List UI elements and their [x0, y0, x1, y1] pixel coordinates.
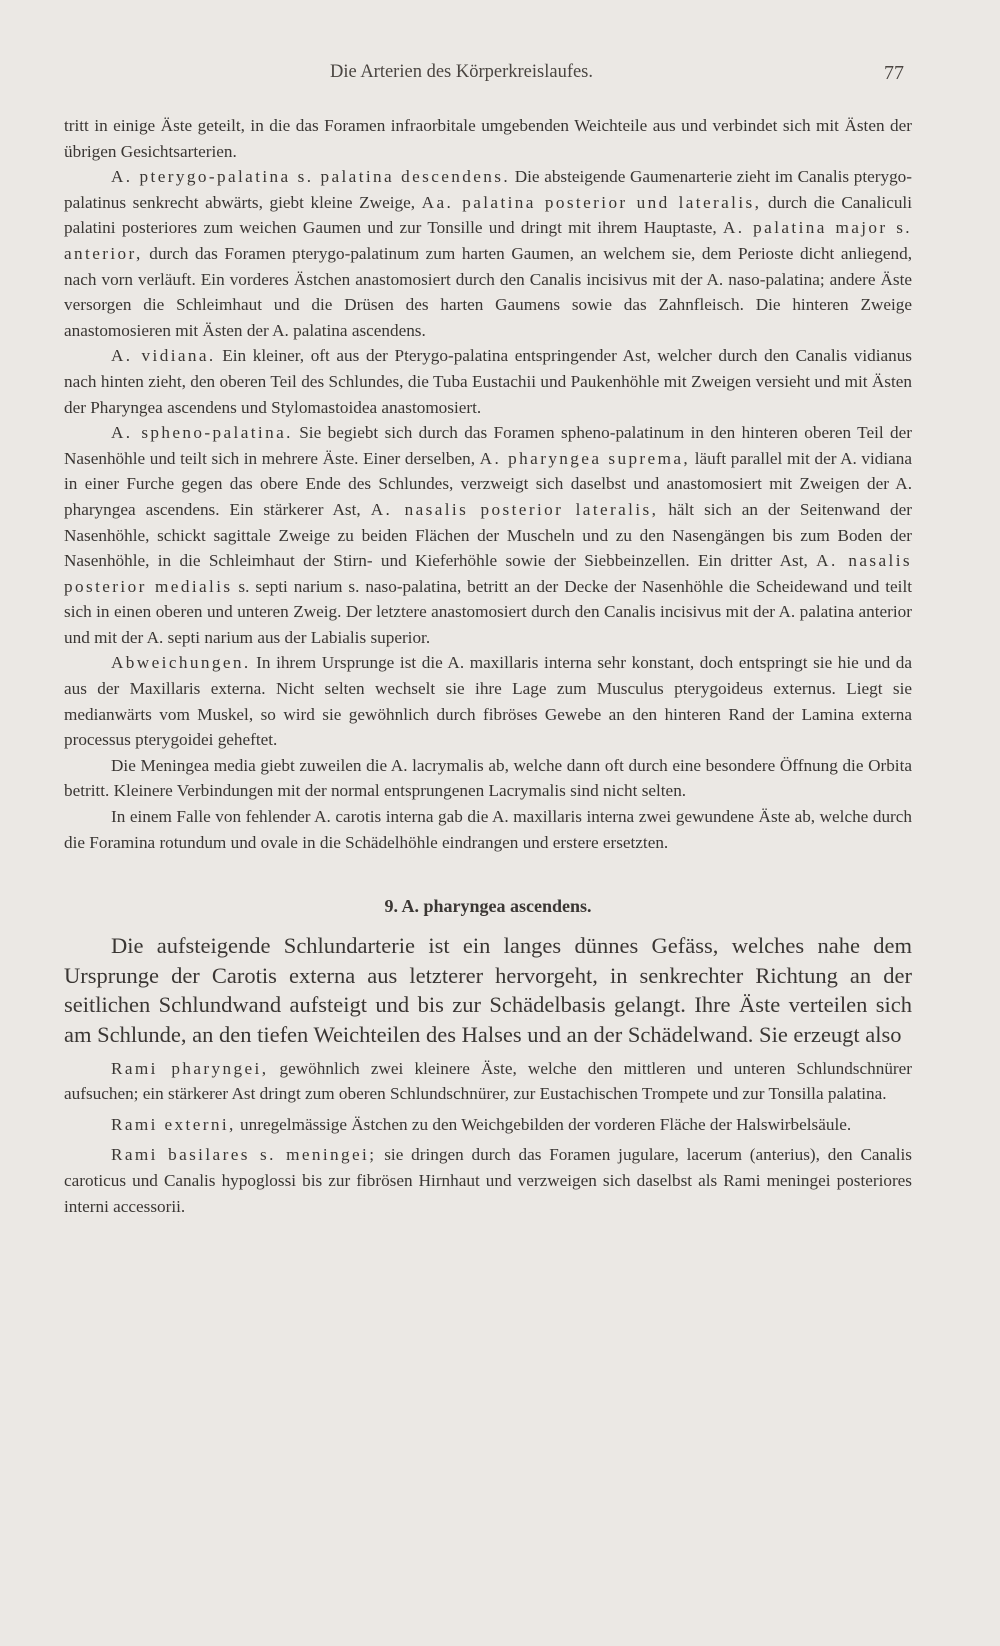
page-number: 77	[884, 62, 904, 84]
paragraph-meningea: Die Meningea media giebt zuweilen die A. lacrymalis ab, welche dann oft durch eine besondere Öffnung die Orbita betritt. Kleinere Verbindungen mit der normal entsprungenen Lacrymalis sind nicht selten.	[64, 755, 912, 801]
paragraph-text: gewöhnlich zwei kleinere Äste, welche den mittleren und unteren Schlundschnürer aufsuchen; ein stärkerer Ast dringt zum oberen Schlundschnürer, zur Eustachischen Trompete und zur Tonsilla palatina.	[64, 1058, 912, 1104]
paragraph-text: In ihrem Ursprunge ist die A. maxillaris interna sehr konstant, doch entspringt sie hie und da aus der Maxillaris externa. Nicht selten wechselt sie ihre Lage zum Musculus pterygoideus externus. Liegt sie medianwärts vom Muskel, so wird sie gewöhnlich durch fibröses Gewebe an den hinteren Rand der Lamina externa processus pterygoidei geheftet.	[64, 653, 912, 750]
paragraph-rami-externi	[64, 1112, 912, 1138]
paragraph-carotis: In einem Falle von fehlender A. carotis interna gab die A. maxillaris interna zwei gewundene Äste ab, welche durch die Foramina rotundum und ovale in die Schädelhöhle eindrangen und erstere ersetzten.	[64, 807, 912, 852]
paragraph-text: hält sich an der Seitenwand der Nasenhöhle, schickt sagittale Zweige zu beiden Flächen der Muscheln und zu den Nasengängen bis zum Boden der Nasenhöhle, in die Schleimhaut der Stirn- und Kieferhöhle sowie der Siebbeinzellen. Ein dritter Ast,	[64, 499, 912, 571]
paragraph-text: Sie begiebt sich durch das Foramen spheno-palatinum in den hinteren oberen Teil der Nasenhöhle und teilt sich in mehrere Äste. Einer derselben,	[64, 423, 912, 468]
section-intro: Die aufsteigende Schlundarterie ist ein langes dünnes Gefäss, welches nahe dem Ursprunge der Carotis externa aus letzterer hervorgeht, in senkrechter Richtung an der seitlichen Schlundwand aufsteigt und bis zur Schädelbasis gelangt. Ihre Äste verteilen sich am Schlunde, an den tiefen Weichteilen des Halses und an der Schädelwand. Sie erzeugt also	[64, 933, 912, 1047]
paragraph-text: Die absteigende Gaumenarterie zieht im Canalis pterygo-palatinus senkrecht abwärts, giebt kleine Zweige,	[64, 167, 912, 212]
spaced-term: A. pharyngea suprema,	[479, 448, 691, 468]
spaced-term: A. pterygo-palatina s. palatina descendens.	[111, 167, 511, 187]
spaced-term: Rami basilares s. meningei;	[111, 1145, 377, 1165]
paragraph-rami-basilares	[64, 1142, 912, 1219]
paragraph-text: durch die Canaliculi palatini posteriores zum weichen Gaumen und zur Tonsille und dringt mit ihrem Hauptaste,	[64, 192, 912, 238]
spaced-term: Abweichungen.	[111, 653, 251, 673]
paragraph-rami-pharyngei	[64, 1056, 912, 1107]
spaced-term: A. spheno-palatina.	[111, 423, 293, 443]
paragraph-text: Ein kleiner, oft aus der Pterygo-palatina entspringender Ast, welcher durch den Canalis vidianus nach hinten zieht, den oberen Teil des Schlundes, die Tuba Eustachii und Paukenhöhle mit Zweigen versieht und mit Ästen der Pharyngea ascendens und Stylomastoidea anastomosiert.	[64, 346, 912, 417]
paragraph-text: läuft parallel mit der A. vidiana in einer Furche gegen das obere Ende des Schlundes, verzweigt sich daselbst und anastomosiert mit Zweigen der A. pharyngea ascendens. Ein stärkerer Ast,	[64, 448, 912, 519]
spaced-term: A. palatina major s. anterior,	[64, 218, 913, 263]
paragraph-vidiana	[64, 343, 912, 420]
spaced-term: Rami externi,	[111, 1114, 236, 1134]
paragraph-text: s. septi narium s. naso-palatina, betritt an der Decke der Nasenhöhle die Scheidewand und teilt sich in einen oberen und unteren Zweig. Der letztere anastomosiert durch den Canalis incisivus mit der A. palatina anterior und mit der A. septi narium aus der Labialis superior.	[64, 576, 912, 647]
paragraph-spheno-palatina	[64, 420, 912, 650]
body-text	[64, 113, 912, 1219]
paragraph-continuation: tritt in einige Äste geteilt, in die das Foramen infraorbitale umgebenden Weichteile aus und verbindet sich mit Ästen der übrigen Gesichtsarterien.	[64, 116, 912, 161]
spaced-term: A. nasalis posterior medialis	[64, 551, 912, 596]
section-heading: 9. A. pharyngea ascendens.	[384, 896, 592, 917]
spaced-term: A. nasalis posterior lateralis,	[370, 499, 659, 519]
paragraph-abweichungen	[64, 650, 912, 752]
paragraph-palatina-descendens	[64, 164, 912, 343]
running-title: Die Arterien des Körperkreislaufes.	[330, 62, 594, 82]
spaced-term: A. vidiana.	[111, 346, 216, 366]
spaced-term: Rami pharyngei,	[111, 1058, 269, 1078]
paragraph-text: sie dringen durch das Foramen jugulare, lacerum (anterius), den Canalis caroticus und Canalis hypoglossi bis zur fibrösen Hirnhaut und verzweigen sich daselbst als Rami meningei posteriores interni accessorii.	[64, 1145, 912, 1216]
paragraph-text: durch das Foramen pterygo-palatinum zum harten Gaumen, an welchem sie, dem Perioste dicht anliegend, nach vorn verläuft. Ein vorderes Ästchen anastomosiert durch den Canalis incisivus mit der A. naso-palatina; andere Äste versorgen die Schleimhaut und die Drüsen des harten Gaumens sowie das Zahnfleisch. Die hinteren Zweige anastomosieren mit Ästen der A. palatina ascendens.	[64, 243, 912, 340]
paragraph-text: unregelmässige Ästchen zu den Weichgebilden der vorderen Fläche der Halswirbelsäule.	[235, 1114, 852, 1134]
spaced-term: Aa. palatina posterior und lateralis,	[421, 192, 762, 212]
running-head	[0, 62, 1000, 90]
